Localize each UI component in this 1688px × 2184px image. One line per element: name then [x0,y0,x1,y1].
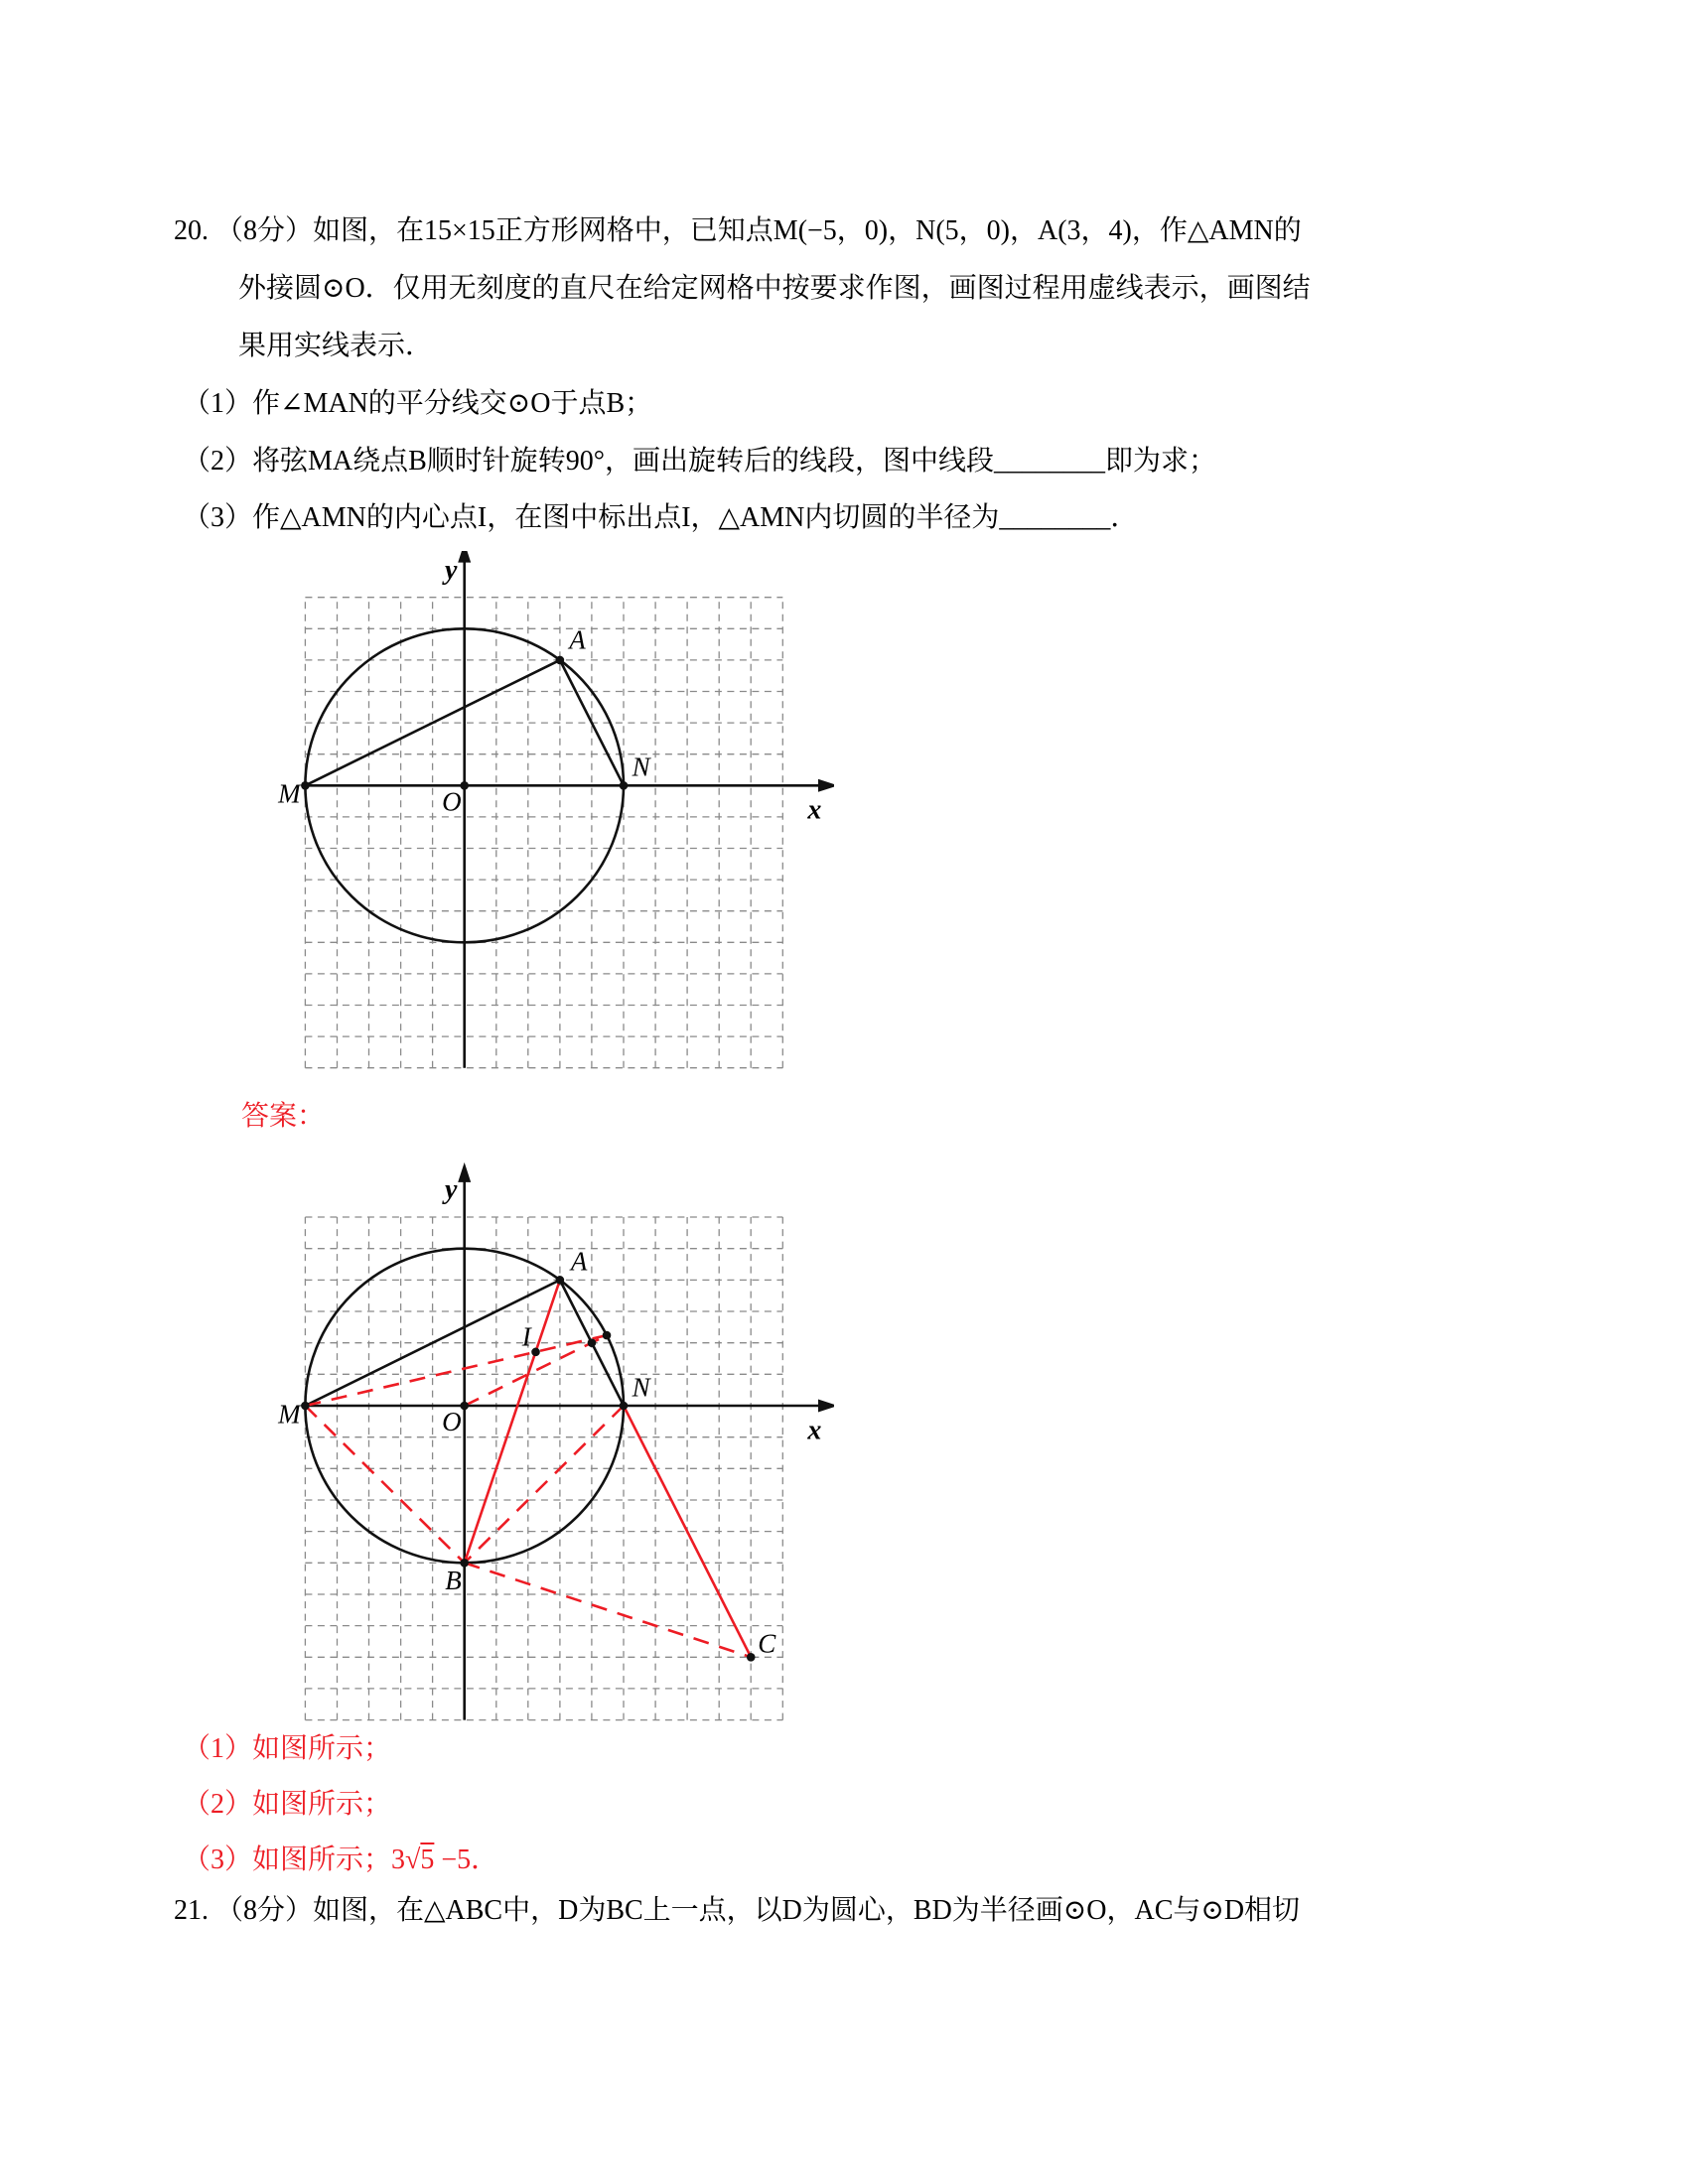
q20-line1: 20. （8分）如图，在15×15正方形网格中，已知点M(−5，0)，N(5，0)，A(3，4)，作△AMN的 [174,215,1302,246]
q20-line3: 果用实线表示． [238,331,434,361]
point-C [747,1653,756,1662]
point-N [620,781,629,790]
point-A [556,656,565,665]
x-axis-arrow-icon [818,779,834,792]
answer3-radicand: 5 [420,1844,435,1875]
y-axis-arrow-icon [458,1162,471,1182]
segment-AB-bisector [465,1280,560,1563]
segment-O-arcmidAN [465,1335,607,1406]
label-y: y [445,554,458,586]
label-O: O [442,786,462,817]
point-M [301,781,310,790]
q20-sub1: （1）作∠MAN的平分线交⊙O于点B； [183,388,653,419]
point-M [301,1402,310,1411]
segment-BC [465,1563,752,1657]
label-M: M [278,1399,301,1430]
point-I-incenter [531,1348,540,1357]
label-y: y [445,1174,458,1206]
label-O: O [442,1407,462,1437]
answer-line1: （1）如图所示； [183,1733,392,1764]
answer3-prefix: （3）如图所示；3√ [183,1844,421,1875]
label-C: C [758,1628,776,1659]
point-arcmidAN [603,1331,612,1340]
answer-line3 [183,1843,498,1877]
label-N: N [632,751,650,782]
segment-M-arcmidAN [305,1335,607,1406]
figure-question-grid [268,551,834,1077]
label-B: B [445,1566,462,1596]
label-A: A [569,624,586,655]
label-M: M [278,778,301,809]
label-x: x [807,794,822,826]
y-axis-arrow-icon [458,551,471,563]
point-N [620,1402,629,1411]
point-A [556,1276,565,1285]
label-I: I [521,1321,531,1352]
grid-lines [305,1217,782,1720]
segment-NB [465,1406,624,1563]
segment-MB [305,1406,464,1563]
point-midAN [588,1338,597,1347]
point-O [460,781,469,790]
answer-line2: （2）如图所示； [183,1789,392,1820]
q20-sub3: （3）作△AMN的内心点I，在图中标出点I，△AMN内切圆的半径为________． [183,502,1139,533]
q20-line2: 外接圆⊙O．仅用无刻度的直尺在给定网格中按要求作图，画图过程用虚线表示，画图结 [238,273,1311,304]
q20-sub2: （2）将弦MA绕点B顺时针旋转90°，画出旋转后的线段，图中线段________即为求； [183,446,1216,477]
q21-line1: 21. （8分）如图，在△ABC中，D为BC上一点，以D为圆心，BD为半径画⊙O，AC与⊙D相切 [174,1895,1301,1926]
label-N: N [632,1372,650,1403]
label-x: x [807,1415,822,1446]
answer-heading: 答案： [241,1101,326,1132]
point-O [460,1402,469,1411]
x-axis-arrow-icon [818,1400,834,1413]
answer3-suffix: −5． [434,1844,499,1875]
label-A: A [570,1246,588,1277]
figure-answer-grid [268,1147,834,1742]
